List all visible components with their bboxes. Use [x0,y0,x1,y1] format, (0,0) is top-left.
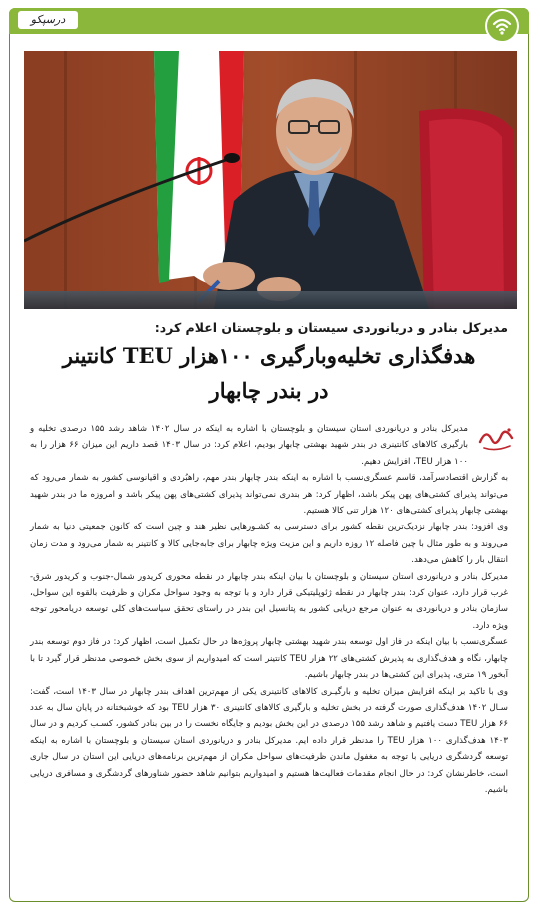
article-paragraph: عسگری‌نسب با بیان اینکه در فاز اول توسعه بندر شهید بهشتی چابهار پروژه‌ها در حال تکمیل است، اظهار کرد: در فاز دوم توسعه بندر چابهار، نگاه و هدف‌گذاری به پذیرش کشتی‌های ۲۲ هزار TEU کانتینر است که امیدواریم از سوی بخش خصوصی مدنظر قرار گیرد تا با آبخور ۱۹ متری، پذیرای این کشتی‌ها در بندر چابهار باشیم. [30,637,508,681]
wifi-icon [485,9,519,43]
article-kicker: مدیرکل بنادر و دریانوردی سیستان و بلوچستان اعلام کرد: [154,320,508,335]
header-bar [9,8,529,34]
headline-line-1: هدفگذاری تخلیه‌وبارگیری ۱۰۰هزار TEU کانتینر [62,343,476,368]
article-photo [24,51,517,309]
headline-line-2: در بندر چابهار [209,378,329,403]
section-label: درسپکو [18,11,78,29]
article-paragraph: مدیرکل بنادر و دریانوردی استان سیستان و بلوچستان با بیان اینکه بندر چابهار در نقطه محوری کریدور شمال-جنوب و کریدور شرق-غرب قرار دارد، عنوان کرد: بندر چابهار در نقطه ژئوپلیتیکی قرار دارد و با توجه به وجود سواحل مکران و ظرفیت بالقوه این سواحل، سازمان بنادر و دریانوردی به عنوان مرجع دریایی کشور به پتانسیل این بندر در راستای تحقق سیاست‌های کلی توسعه دریامحور توجه ویژه دارد. [30,571,508,631]
article-paragraph: به گزارش اقتصادسرآمد، قاسم عسگری‌نسب با اشاره به اینکه بندر چابهار بندر مهم، راهبُردی و اقیانوسی کشور به شمار می‌رود که می‌تواند پذیرای کشتی‌های پهن پیکر باشد، اظهار کرد: هر بندری نمی‌تواند پذیرای کشتی‌های پهن پیکر باشد و امروزه ما در بندر شهید بهشتی چابهار پذیرای کشتی‌های ۱۲۰ هزار تنی کالا هستیم. [30,473,508,517]
article-paragraph: مدیرکل بنادر و دریانوردی استان سیستان و بلوچستان با اشاره به اینکه در سال ۱۴۰۲ شاهد رشد ۱۵۵ درصدی تخلیه و بارگیری کالاهای کانتینری در بندر شهید بهشتی چابهار بودیم، اعلام کرد: در سال ۱۴۰۳ قصد داریم این میزان ۶۶ هزار را به ۱۰۰ هزار TEU، افزایش دهیم. [30,424,469,467]
article-body [30,421,508,798]
article-paragraph: وی با تاکید بر اینکه افزایش میزان تخلیه و بارگیـری کالاهای کانتینری یکی از مهم‌ترین اهداف بندر چابهار در سال ۱۴۰۳ است، گفت: سـال ۱۴۰۲ هدف‌گذاری صورت گرفته در بخش تخلیه و بارگیری کالاهای کانتینری ۳۰ هزار TEU بود که خوشبختانه در پایان سال به عدد ۶۶ هزار TEU دست یافتیم و شاهد رشد ۱۵۵ درصدی در این بخش بودیم و جایگاه نخست را در بین بنادر کشور، کسـب کردیم و در سال ۱۴۰۳ هدف‌گذاری ۱۰۰ هزار TEU را مدنظر قرار داده ایم. مدیرکل بنادر و دریانوردی استان سیستان و بلوچستان با اشاره به اینکه توسعه گردشگری دریایی با توجه به مغفول ماندن ظرفیت‌های سواحل مکران از مهم‌ترین برنامه‌های دریایی این استان در سال جاری است، خاطرنشان کرد: در حال انجام مقدمات فعالیت‌ها هستیم و امیدواریم بتوانیم شاهد حضور شناورهای گردشگری و مسافری دریایی باشیم. [30,686,509,795]
article-paragraph: وی افزود: بندر چابهار نزدیک‌ترین نقطه کشور برای دسترسی به کشـورهایی نظیر هند و چین است که کانون جمعیتی دنیا به شمار می‌روند و به طور مثال با چین فاصله ۱۲ روزه داریم و این مزیت ویژه چابهار برای جابه‌جایی کالا و کانتینر به شمار می‌رود و مدت زمان انتقال بار را کاهش می‌دهد. [30,522,508,566]
